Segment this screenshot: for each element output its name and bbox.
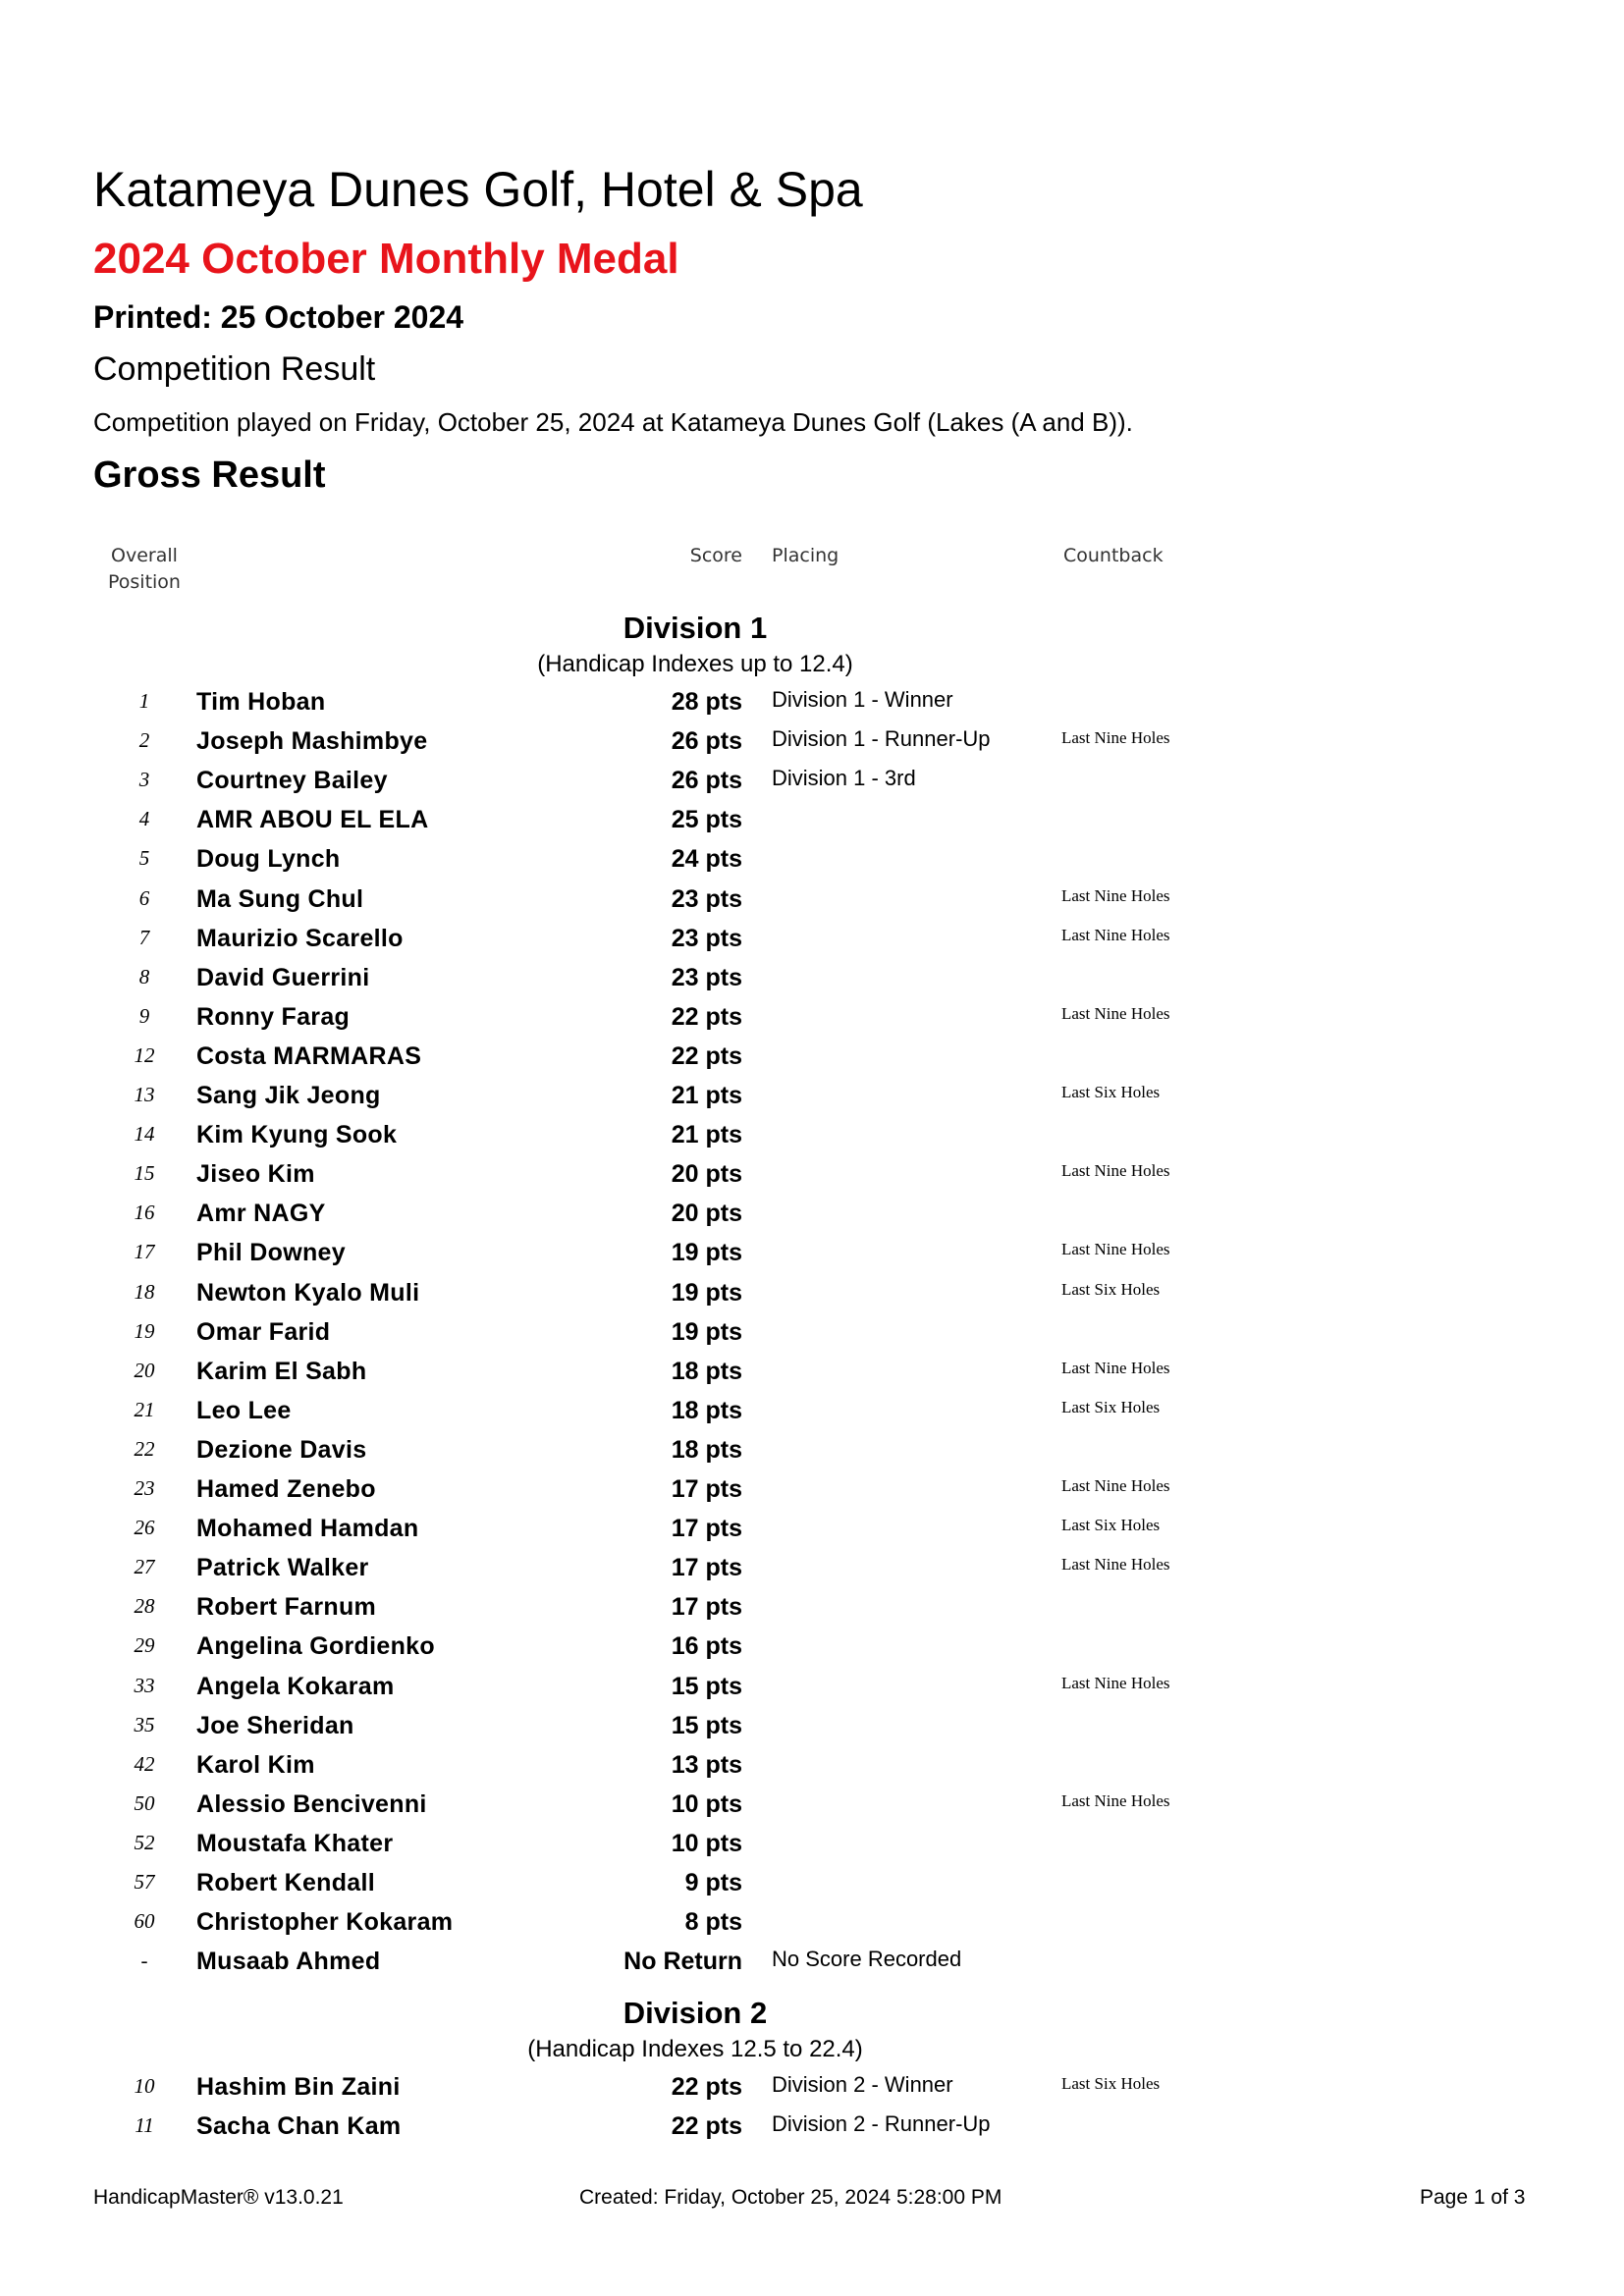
position-cell: 42 xyxy=(134,1752,155,1776)
result-row xyxy=(0,1393,1624,1432)
player-name: Ronny Farag xyxy=(196,1003,351,1031)
position-cell: 60 xyxy=(134,1909,155,1933)
printed-date: Printed: 25 October 2024 xyxy=(93,299,464,335)
countback-cell: Last Nine Holes xyxy=(1061,1674,1170,1692)
result-row xyxy=(0,881,1624,921)
countback-cell: Last Six Holes xyxy=(1061,2074,1161,2093)
player-name: Angela Kokaram xyxy=(196,1673,395,1700)
result-row xyxy=(0,802,1624,841)
player-name: Joseph Mashimbye xyxy=(196,727,428,755)
countback-cell: Last Nine Holes xyxy=(1061,1004,1170,1023)
position-cell: 9 xyxy=(138,1004,150,1028)
player-name: Christopher Kokaram xyxy=(196,1908,454,1936)
result-row xyxy=(0,1629,1624,1668)
position-cell: 12 xyxy=(134,1043,155,1067)
position-cell: - xyxy=(140,1949,148,1972)
result-row xyxy=(0,1511,1624,1550)
position-cell: 16 xyxy=(134,1201,155,1224)
player-name: Courtney Bailey xyxy=(196,767,388,794)
player-name: Sacha Chan Kam xyxy=(196,2112,402,2140)
result-row xyxy=(0,1354,1624,1393)
column-header-position-line1: Overall xyxy=(111,545,178,566)
position-cell: 29 xyxy=(134,1633,155,1657)
position-cell: 19 xyxy=(134,1319,155,1343)
result-row xyxy=(0,1156,1624,1196)
result-row xyxy=(0,2069,1624,2109)
section-label: Competition Result xyxy=(93,350,376,388)
result-row xyxy=(0,1039,1624,1078)
score-cell: 19 pts xyxy=(671,1239,742,1266)
result-row xyxy=(0,1078,1624,1117)
score-cell: 17 pts xyxy=(671,1593,742,1621)
result-row xyxy=(0,723,1624,763)
column-header-position xyxy=(103,543,186,596)
position-cell: 26 xyxy=(134,1516,155,1539)
division-handicap-range: (Handicap Indexes 12.5 to 22.4) xyxy=(527,2036,863,2062)
score-cell: 22 pts xyxy=(671,1003,742,1031)
score-cell: 16 pts xyxy=(671,1632,742,1660)
countback-cell: Last Nine Holes xyxy=(1061,1359,1170,1377)
position-cell: 21 xyxy=(134,1398,155,1421)
result-row xyxy=(0,1432,1624,1471)
score-cell: 15 pts xyxy=(671,1712,742,1739)
score-cell: 18 pts xyxy=(671,1397,742,1424)
player-name: AMR ABOU EL ELA xyxy=(196,806,429,833)
played-description: Competition played on Friday, October 25, 2024 at Katameya Dunes Golf (Lakes (A and B)). xyxy=(93,407,1133,437)
player-name: Mohamed Hamdan xyxy=(196,1515,419,1542)
countback-cell: Last Nine Holes xyxy=(1061,1476,1170,1495)
player-name: Dezione Davis xyxy=(196,1436,367,1464)
player-name: Leo Lee xyxy=(196,1397,292,1424)
score-cell: 21 pts xyxy=(671,1121,742,1148)
division-header xyxy=(0,1994,1390,2066)
position-cell: 7 xyxy=(138,926,150,949)
position-cell: 27 xyxy=(134,1555,155,1578)
position-cell: 10 xyxy=(134,2074,155,2098)
division-header xyxy=(0,609,1390,681)
player-name: Karol Kim xyxy=(196,1751,315,1779)
position-cell: 1 xyxy=(138,689,150,713)
placing-cell: Division 2 - Runner-Up xyxy=(772,2111,991,2136)
player-name: David Guerrini xyxy=(196,964,370,991)
player-name: Jiseo Kim xyxy=(196,1160,315,1188)
result-row xyxy=(0,1275,1624,1314)
countback-cell: Last Six Holes xyxy=(1061,1083,1161,1101)
score-cell: 17 pts xyxy=(671,1515,742,1542)
position-cell: 6 xyxy=(138,886,150,910)
score-cell: 23 pts xyxy=(671,964,742,991)
result-row xyxy=(0,1708,1624,1747)
player-name: Robert Farnum xyxy=(196,1593,377,1621)
result-row xyxy=(0,1314,1624,1354)
score-cell: 24 pts xyxy=(671,845,742,873)
result-row xyxy=(0,1669,1624,1708)
position-cell: 35 xyxy=(134,1713,155,1736)
position-cell: 22 xyxy=(134,1437,155,1461)
column-header-position-line2: Position xyxy=(108,571,181,593)
result-row xyxy=(0,1117,1624,1156)
competition-title: 2024 October Monthly Medal xyxy=(93,235,679,283)
position-cell: 3 xyxy=(138,768,150,791)
score-cell: 9 pts xyxy=(684,1869,742,1896)
countback-cell: Last Six Holes xyxy=(1061,1398,1161,1416)
result-row xyxy=(0,1550,1624,1589)
result-row xyxy=(0,1235,1624,1274)
position-cell: 8 xyxy=(138,965,150,988)
player-name: Joe Sheridan xyxy=(196,1712,354,1739)
position-cell: 2 xyxy=(138,728,150,752)
countback-cell: Last Nine Holes xyxy=(1061,1240,1170,1258)
countback-cell: Last Six Holes xyxy=(1061,1516,1161,1534)
score-cell: 21 pts xyxy=(671,1082,742,1109)
player-name: Musaab Ahmed xyxy=(196,1948,381,1975)
score-cell: 13 pts xyxy=(671,1751,742,1779)
footer-created: Created: Friday, October 25, 2024 5:28:00 PM xyxy=(579,2186,1002,2209)
division-title: Division 2 xyxy=(623,1996,768,2030)
player-name: Hashim Bin Zaini xyxy=(196,2073,401,2101)
division-handicap-range: (Handicap Indexes up to 12.4) xyxy=(537,651,853,677)
player-name: Kim Kyung Sook xyxy=(196,1121,398,1148)
placing-cell: Division 1 - Runner-Up xyxy=(772,726,991,751)
result-row xyxy=(0,1196,1624,1235)
player-name: Alessio Bencivenni xyxy=(196,1790,427,1818)
position-cell: 14 xyxy=(134,1122,155,1146)
position-cell: 11 xyxy=(135,2113,154,2137)
player-name: Maurizio Scarello xyxy=(196,925,404,952)
column-header-countback: Countback xyxy=(1063,545,1164,566)
score-cell: 8 pts xyxy=(684,1908,742,1936)
placing-cell: Division 1 - 3rd xyxy=(772,766,916,790)
position-cell: 23 xyxy=(134,1476,155,1500)
score-cell: 20 pts xyxy=(671,1160,742,1188)
column-header-score: Score xyxy=(689,545,742,566)
player-name: Omar Farid xyxy=(196,1318,331,1346)
player-name: Patrick Walker xyxy=(196,1554,369,1581)
result-row xyxy=(0,1944,1624,1983)
score-cell: 28 pts xyxy=(671,688,742,716)
player-name: Sang Jik Jeong xyxy=(196,1082,381,1109)
score-cell: No Return xyxy=(623,1948,742,1975)
countback-cell: Last Nine Holes xyxy=(1061,1791,1170,1810)
result-row xyxy=(0,841,1624,881)
score-cell: 22 pts xyxy=(671,2112,742,2140)
result-row xyxy=(0,960,1624,999)
position-cell: 52 xyxy=(134,1831,155,1854)
score-cell: 10 pts xyxy=(671,1790,742,1818)
placing-cell: Division 2 - Winner xyxy=(772,2072,953,2097)
score-cell: 22 pts xyxy=(671,2073,742,2101)
placing-cell: No Score Recorded xyxy=(772,1947,962,1971)
countback-cell: Last Nine Holes xyxy=(1061,886,1170,905)
result-row xyxy=(0,2109,1624,2148)
player-name: Costa MARMARAS xyxy=(196,1042,422,1070)
position-cell: 33 xyxy=(134,1674,155,1697)
score-cell: 10 pts xyxy=(671,1830,742,1857)
score-cell: 20 pts xyxy=(671,1200,742,1227)
player-name: Moustafa Khater xyxy=(196,1830,394,1857)
player-name: Robert Kendall xyxy=(196,1869,375,1896)
result-row xyxy=(0,684,1624,723)
score-cell: 23 pts xyxy=(671,925,742,952)
player-name: Doug Lynch xyxy=(196,845,341,873)
player-name: Phil Downey xyxy=(196,1239,346,1266)
score-cell: 17 pts xyxy=(671,1554,742,1581)
score-cell: 25 pts xyxy=(671,806,742,833)
score-cell: 17 pts xyxy=(671,1475,742,1503)
score-cell: 23 pts xyxy=(671,885,742,913)
placing-cell: Division 1 - Winner xyxy=(772,687,953,712)
player-name: Ma Sung Chul xyxy=(196,885,364,913)
score-cell: 22 pts xyxy=(671,1042,742,1070)
position-cell: 17 xyxy=(134,1240,155,1263)
score-cell: 19 pts xyxy=(671,1279,742,1307)
result-row xyxy=(0,1826,1624,1865)
position-cell: 18 xyxy=(134,1280,155,1304)
player-name: Hamed Zenebo xyxy=(196,1475,376,1503)
countback-cell: Last Six Holes xyxy=(1061,1280,1161,1299)
score-cell: 26 pts xyxy=(671,727,742,755)
score-cell: 15 pts xyxy=(671,1673,742,1700)
score-cell: 26 pts xyxy=(671,767,742,794)
countback-cell: Last Nine Holes xyxy=(1061,1555,1170,1574)
position-cell: 4 xyxy=(138,807,150,830)
result-row xyxy=(0,1471,1624,1511)
countback-cell: Last Nine Holes xyxy=(1061,728,1170,747)
position-cell: 50 xyxy=(134,1791,155,1815)
result-row xyxy=(0,921,1624,960)
venue-name: Katameya Dunes Golf, Hotel & Spa xyxy=(93,162,863,217)
position-cell: 15 xyxy=(134,1161,155,1185)
player-name: Amr NAGY xyxy=(196,1200,326,1227)
result-row xyxy=(0,999,1624,1039)
footer-software: HandicapMaster® v13.0.21 xyxy=(93,2186,344,2209)
position-cell: 5 xyxy=(138,846,150,870)
footer-page-number: Page 1 of 3 xyxy=(1420,2186,1526,2209)
division-title: Division 1 xyxy=(623,611,768,645)
score-cell: 18 pts xyxy=(671,1436,742,1464)
position-cell: 28 xyxy=(134,1594,155,1618)
score-cell: 19 pts xyxy=(671,1318,742,1346)
countback-cell: Last Nine Holes xyxy=(1061,926,1170,944)
player-name: Angelina Gordienko xyxy=(196,1632,435,1660)
player-name: Tim Hoban xyxy=(196,688,326,716)
result-row xyxy=(0,1787,1624,1826)
countback-cell: Last Nine Holes xyxy=(1061,1161,1170,1180)
player-name: Newton Kyalo Muli xyxy=(196,1279,420,1307)
position-cell: 57 xyxy=(134,1870,155,1894)
result-row xyxy=(0,763,1624,802)
player-name: Karim El Sabh xyxy=(196,1358,367,1385)
result-row xyxy=(0,1747,1624,1787)
position-cell: 13 xyxy=(134,1083,155,1106)
score-cell: 18 pts xyxy=(671,1358,742,1385)
result-row xyxy=(0,1865,1624,1904)
result-row xyxy=(0,1904,1624,1944)
column-header-placing: Placing xyxy=(772,545,839,566)
position-cell: 20 xyxy=(134,1359,155,1382)
result-row xyxy=(0,1589,1624,1629)
result-title: Gross Result xyxy=(93,454,326,496)
